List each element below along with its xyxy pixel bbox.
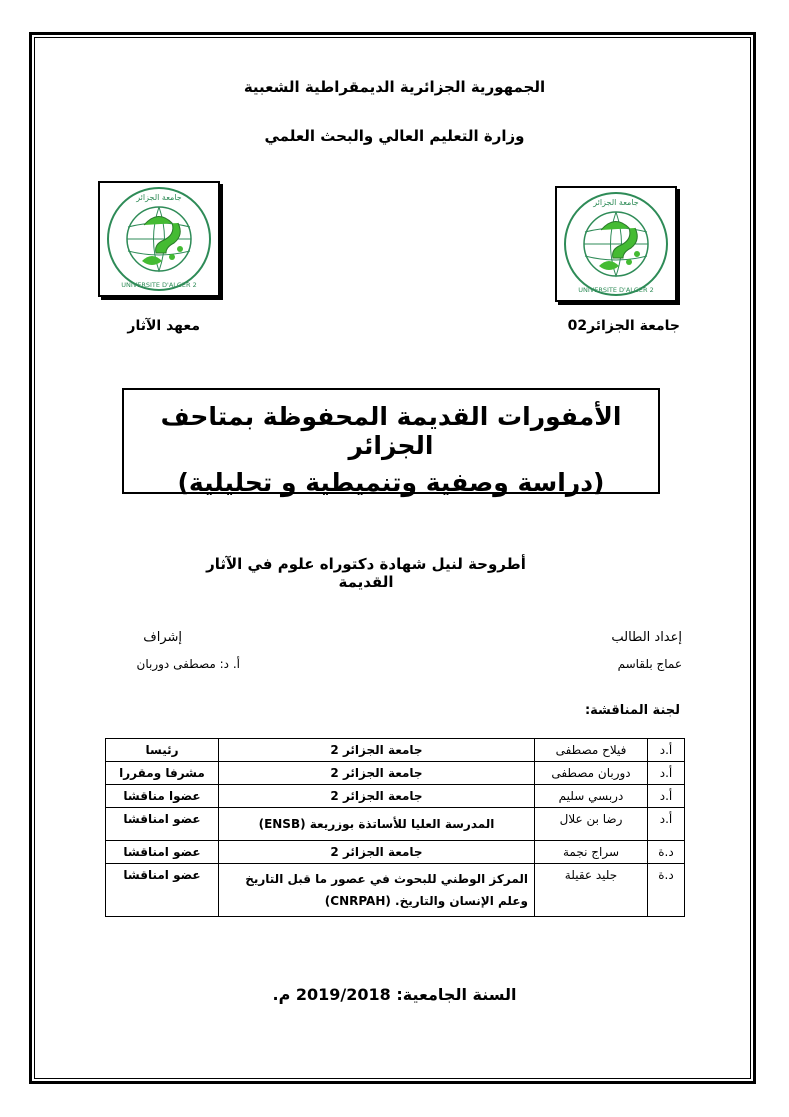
university-name: جامعة الجزائر02 xyxy=(567,318,680,334)
jury-title: د.ة xyxy=(648,841,685,864)
jury-title: د.ة xyxy=(648,864,685,917)
jury-name: دوربان مصطفى xyxy=(535,762,648,785)
jury-university: جامعة الجزائر 2 xyxy=(219,841,535,864)
jury-name: سراج نجمة xyxy=(535,841,648,864)
institute-name: معهد الآثار xyxy=(127,318,200,334)
jury-role: عضو امناقشا xyxy=(106,808,219,841)
table-row xyxy=(106,739,685,762)
table-row xyxy=(106,785,685,808)
table-row xyxy=(106,841,685,864)
title-box xyxy=(122,388,660,497)
logo-top-text: جامعة الجزائر xyxy=(593,198,639,207)
university-emblem-icon xyxy=(100,183,218,295)
jury-university: المركز الوطني للبحوث في عصور ما قبل التاريخ وعلم الإنسان والتاريخ. (CNRPAH) xyxy=(219,864,535,917)
jury-university: جامعة الجزائر 2 xyxy=(219,762,535,785)
thesis-title-line2: (دراسة وصفية وتنميطية و تحليلية) xyxy=(177,468,605,497)
thesis-title-line1: الأمفورات القديمة المحفوظة بمتاحف الجزائر xyxy=(160,402,622,460)
jury-role: عضو امناقشا xyxy=(106,841,219,864)
jury-name: رضا بن علال xyxy=(535,808,648,841)
jury-role: عضوا مناقشا xyxy=(106,785,219,808)
table-row xyxy=(106,762,685,785)
jury-university: جامعة الجزائر 2 xyxy=(219,785,535,808)
jury-role: عضو امناقشا xyxy=(106,864,219,917)
thesis-description: أطروحة لنيل شهادة دكتوراه علوم في الآثار القديمة xyxy=(206,555,526,591)
student-name: عماج بلقاسم xyxy=(617,657,682,671)
jury-name: جليد عقيلة xyxy=(535,864,648,917)
university-logo-right xyxy=(555,186,677,302)
table-row xyxy=(106,808,685,841)
logo-bottom-text: UNIVERSITE D'ALGER 2 xyxy=(121,281,197,289)
supervision-label: إشراف xyxy=(143,630,182,645)
logo-top-text: جامعة الجزائر xyxy=(136,193,182,202)
jury-label: لجنة المناقشة: xyxy=(584,703,680,718)
jury-name: فيلاح مصطفى xyxy=(535,739,648,762)
prepared-by-label: إعداد الطالب xyxy=(611,630,682,645)
logo-bottom-text: UNIVERSITE D'ALGER 2 xyxy=(578,286,654,294)
jury-university: جامعة الجزائر 2 xyxy=(219,739,535,762)
jury-title: أ.د xyxy=(648,739,685,762)
republic-heading: الجمهورية الجزائرية الديمقراطية الشعبية xyxy=(243,78,546,96)
supervisor-name: أ. د: مصطفى دوربان xyxy=(136,657,240,671)
jury-table xyxy=(105,738,685,917)
jury-university: المدرسة العليا للأساتذة بوزريعة (ENSB) xyxy=(219,808,535,841)
jury-title: أ.د xyxy=(648,785,685,808)
table-row xyxy=(106,864,685,917)
jury-name: دربسي سليم xyxy=(535,785,648,808)
ministry-heading: وزارة التعليم العالي والبحث العلمي xyxy=(264,127,525,145)
university-emblem-icon xyxy=(557,188,675,300)
jury-role: رئيسا xyxy=(106,739,219,762)
jury-title: أ.د xyxy=(648,808,685,841)
jury-title: أ.د xyxy=(648,762,685,785)
academic-year: السنة الجامعية: 2019/2018 م. xyxy=(272,985,517,1004)
university-logo-left xyxy=(98,181,220,297)
jury-role: مشرفا ومقررا xyxy=(106,762,219,785)
